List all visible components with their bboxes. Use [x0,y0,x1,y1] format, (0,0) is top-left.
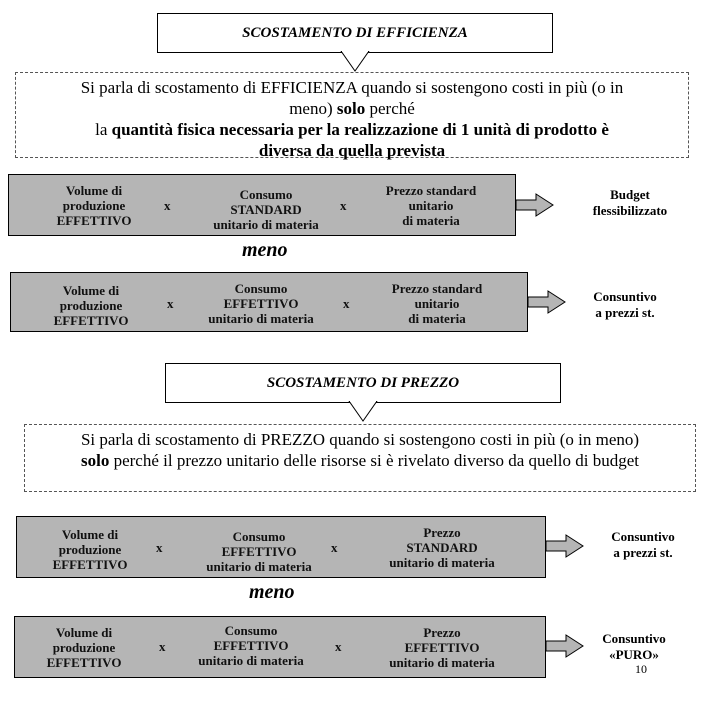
consumo-cell [191,281,331,326]
result-line: Consuntivo [593,289,657,304]
cell-line: Consumo [224,623,278,638]
text-bold: solo [336,99,366,118]
cell-line: unitario [408,198,454,213]
consumo-cell [191,187,341,232]
cell-line: EFFETTIVO [223,296,299,311]
result-line: Consuntivo [611,529,675,544]
cell-line: unitario [414,296,460,311]
text-bold: diversa da quella prevista [258,141,446,160]
cell-line: Volume di [55,625,113,640]
efficiency-definition-line [16,140,688,161]
efficiency-title [157,13,553,53]
result-line: a prezzi st. [613,545,673,560]
cell-line: di materia [402,213,460,228]
cell-line: Prezzo standard [385,183,477,198]
price-definition-line [25,450,695,471]
efficiency-definition-line: Si parla di scostamento di EFFICIENZA quando si sostengono costi in più (o in [80,78,624,97]
cell-line: EFFETTIVO [404,640,480,655]
efficiency-definition-line [16,98,688,119]
cell-line: EFFETTIVO [52,557,128,572]
multiply-operator: x [343,296,350,311]
cell-line: Volume di [65,183,123,198]
consumo-cell [189,529,329,574]
callout-pointer-icon [335,51,375,73]
text-span: la [95,120,112,139]
page-number: 10 [635,662,647,676]
cell-line: Prezzo [423,525,461,540]
prezzo-cell [367,281,507,326]
minus-label: meno [242,239,288,261]
price-definition-line: Si parla di scostamento di PREZZO quando si sostengono costi in più (o in meno) [80,430,640,449]
efficiency-definition-line [16,119,688,140]
result-line: «PURO» [609,647,659,662]
text-bold: quantità fisica necessaria per la realizzazione di 1 unità di prodotto è [111,120,609,139]
budget-result-label [570,187,690,219]
cell-line: EFFETTIVO [213,638,289,653]
cell-line: unitario di materia [389,555,495,570]
text-span: meno) [289,99,337,118]
efficiency-title-text: SCOSTAMENTO DI EFFICIENZA [242,24,468,41]
multiply-operator: x [156,540,163,555]
multiply-operator: x [167,296,174,311]
minus-label: meno [249,581,295,603]
cell-line: unitario di materia [213,217,319,232]
result-line: a prezzi st. [595,305,655,320]
cell-line: STANDARD [230,202,302,217]
prezzo-cell [369,525,515,570]
volume-cell [36,283,146,328]
multiply-operator: x [331,540,338,555]
cell-line: unitario di materia [208,311,314,326]
cell-line: produzione [52,640,116,655]
cell-line: EFFETTIVO [56,213,132,228]
cell-line: produzione [59,298,123,313]
cell-line: Prezzo [423,625,461,640]
text-span: perché il prezzo unitario delle risorse si è rivelato diverso da quello di budget [109,451,639,470]
price-definition [24,424,696,492]
multiply-operator: x [340,198,347,213]
volume-cell [35,527,145,572]
consuntivo-standard-result-label [588,529,698,561]
callout-pointer-icon [343,401,383,423]
cell-line: EFFETTIVO [46,655,122,670]
formula-bar-budget [8,174,516,236]
cell-line: EFFETTIVO [53,313,129,328]
right-arrow-icon [516,193,554,217]
cell-line: Consumo [239,187,293,202]
cell-line: unitario di materia [198,653,304,668]
cell-line: Volume di [61,527,119,542]
result-line: flessibilizzato [592,203,668,218]
consuntivo-puro-result-label [584,631,684,663]
prezzo-cell [369,625,515,670]
cell-line: di materia [408,311,466,326]
cell-line: produzione [58,542,122,557]
efficiency-definition [15,72,689,158]
right-arrow-icon [528,290,566,314]
cell-line: produzione [62,198,126,213]
cell-line: Prezzo standard [391,281,483,296]
cell-line: unitario di materia [389,655,495,670]
right-arrow-icon [546,634,584,658]
multiply-operator: x [159,639,166,654]
formula-bar-prezzi-standard [16,516,546,578]
cell-line: Volume di [62,283,120,298]
consuntivo-result-label [570,289,680,321]
multiply-operator: x [335,639,342,654]
price-title [165,363,561,403]
cell-line: unitario di materia [206,559,312,574]
cell-line: Consumo [234,281,288,296]
formula-bar-puro [14,616,546,678]
volume-cell [29,625,139,670]
cell-line: Consumo [232,529,286,544]
prezzo-cell [361,183,501,228]
result-line: Consuntivo [602,631,666,646]
cell-line: EFFETTIVO [221,544,297,559]
right-arrow-icon [546,534,584,558]
volume-cell [39,183,149,228]
cell-line: STANDARD [406,540,478,555]
price-title-text: SCOSTAMENTO DI PREZZO [266,374,460,391]
text-span: perché [365,99,415,118]
multiply-operator: x [164,198,171,213]
result-line: Budget [610,187,650,202]
text-bold: solo [81,451,110,470]
formula-bar-consuntivo [10,272,528,332]
consumo-cell [181,623,321,668]
